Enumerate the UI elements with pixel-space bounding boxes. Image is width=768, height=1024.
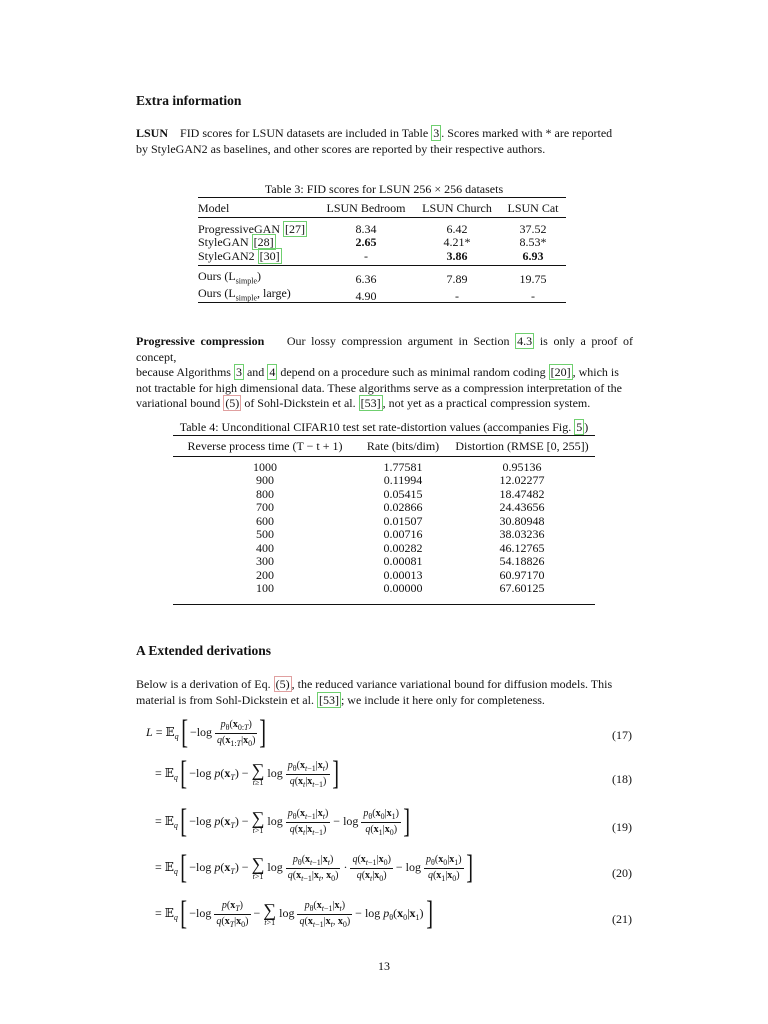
- progressive-paragraph: [136, 334, 633, 412]
- citation-link[interactable]: [28]: [253, 235, 274, 250]
- lsun-paragraph: [136, 126, 633, 157]
- model-name: ): [257, 269, 262, 283]
- caption-text: ): [584, 420, 589, 434]
- table-cell: 400: [256, 540, 274, 555]
- algorithm-link[interactable]: 3: [235, 365, 242, 379]
- lsun-label: LSUN: [136, 126, 169, 140]
- table-4-header: Reverse process time (T − t + 1): [187, 439, 343, 453]
- table-row: [198, 249, 566, 263]
- table-cell: 67.60125: [499, 581, 545, 596]
- table-cell: 8.34: [355, 221, 377, 236]
- table-cell: 4.21*: [443, 235, 471, 250]
- page-number: 13: [378, 959, 390, 973]
- figure-link[interactable]: 5: [576, 420, 583, 434]
- model-name: ProgressiveGAN: [198, 221, 280, 236]
- paragraph-text: depend on a procedure such as minimal random coding: [280, 365, 546, 379]
- table-cell: -: [364, 248, 368, 263]
- table-cell: 300: [256, 554, 274, 569]
- table-cell: 30.80948: [499, 513, 545, 528]
- paragraph-text: , not yet as a practical compression system.: [382, 396, 591, 410]
- table-cell: 6.93: [522, 248, 544, 263]
- table-3-ours-grid: [198, 270, 566, 305]
- table-cell: 500: [256, 527, 274, 542]
- table-row: [173, 555, 595, 569]
- table-3-header: LSUN Cat: [507, 201, 559, 215]
- table-row: [173, 460, 595, 474]
- equation-20: = 𝔼$_q$[ −log $p(x_T)$ − ∑ t>1 log $\frac{p_\theta(x_{t-1}|x_t)}{q(x_{t-1}|x_t, x_0)}$ · $\frac{q(x_{t-1}|x_0)}{q(x_t|x_0)}$ − log $\frac{p_\theta(x_0|x_1)}{q(x_1|x_0)}$ ]: [155, 849, 473, 886]
- table-cell: 0.00013: [383, 567, 423, 582]
- paragraph-text: ; we include it here only for completeness.: [340, 692, 545, 707]
- table-row: [173, 514, 595, 528]
- table-3-bottom-rule: [198, 302, 566, 303]
- paragraph-text: of Sohl-Dickstein et al.: [244, 396, 356, 410]
- model-name: , large): [257, 286, 291, 301]
- table-cell: 6.42: [446, 221, 468, 236]
- lsun-text: . Scores marked with * are reported: [441, 126, 613, 140]
- table-cell: 7.89: [446, 271, 468, 286]
- table-cell: 0.95136: [502, 459, 542, 474]
- table-4-header: Rate (bits/dim): [366, 439, 440, 453]
- table-cell: 0.01507: [383, 513, 423, 528]
- table-cell: 38.03236: [499, 527, 545, 542]
- table-3: [198, 201, 566, 215]
- equation-19: = 𝔼$_q$[ −log $p(x_T)$ − ∑ t>1 log $\frac{p_\theta(x_{t-1}|x_t)}{q(x_t|x_{t-1})}$ − log $\frac{p_\theta(x_0|x_1)}{q(x_1|x_0)}$ ]: [155, 803, 411, 840]
- table-4-header-grid: [173, 439, 595, 453]
- table-cell: 0.00000: [383, 581, 423, 596]
- section-title-extra: Extra information: [136, 93, 242, 108]
- paragraph-text: and: [246, 365, 265, 379]
- subscript: simple: [235, 293, 258, 303]
- model-name: StyleGAN2: [198, 248, 255, 263]
- table-row: [173, 528, 595, 542]
- equation-link[interactable]: (5): [225, 396, 240, 410]
- table-cell: 6.36: [355, 271, 377, 286]
- table-3-grid: [198, 201, 566, 215]
- equation-number: (19): [612, 820, 632, 834]
- table-cell: 600: [256, 513, 274, 528]
- table-cell: 60.97170: [499, 567, 545, 582]
- equation-number: (18): [612, 772, 632, 786]
- table-3-link[interactable]: 3: [433, 126, 440, 140]
- table-cell: 12.02277: [499, 473, 545, 488]
- derivation-paragraph: [136, 677, 633, 708]
- paragraph-text: is only a proof of concept,: [136, 334, 634, 364]
- model-name: Ours (L: [198, 269, 236, 283]
- equation-number: (21): [612, 912, 632, 926]
- lsun-text: FID scores for LSUN datasets are included in Table: [180, 126, 429, 140]
- paragraph-text: variational bound: [136, 396, 221, 410]
- subscript: simple: [235, 276, 258, 286]
- model-name: StyleGAN: [198, 235, 249, 250]
- table-cell: 18.47482: [499, 486, 545, 501]
- table-cell: 0.02866: [383, 500, 423, 515]
- citation-link[interactable]: [30]: [259, 248, 280, 263]
- table-cell: 4.90: [355, 289, 377, 304]
- table-cell: 0.11994: [383, 473, 423, 488]
- table-cell: 54.18826: [499, 554, 545, 569]
- table-3-body: [198, 222, 566, 263]
- paragraph-text: Below is a derivation of Eq.: [136, 677, 271, 691]
- paragraph-text: Our lossy compression argument in Section: [286, 334, 510, 348]
- table-cell: 24.43656: [499, 500, 545, 515]
- table-cell: -: [531, 289, 535, 304]
- paragraph-text: , which is: [572, 365, 619, 379]
- table-4-header: [173, 439, 595, 453]
- equation-link[interactable]: (5): [275, 677, 290, 691]
- table-row: [173, 582, 595, 596]
- equation-17: L = 𝔼$_q$[ −log $\frac{p_\theta(x_{0:T})}{q(x_{1:T}|x_0)}$ ]: [146, 714, 267, 751]
- table-4-header: Distortion (RMSE [0, 255]): [455, 439, 589, 453]
- appendix-title: A Extended derivations: [136, 643, 272, 658]
- table-cell: -: [455, 289, 459, 304]
- table-3-body-grid: [198, 222, 566, 263]
- paragraph-text: , the reduced variance variational bound for diffusion models. This: [291, 677, 613, 691]
- table-4-body: [173, 460, 595, 595]
- table-3-top-rule: [198, 197, 566, 198]
- caption-text: Table 4: Unconditional CIFAR10 test set rate-distortion values (accompanies Fig.: [179, 420, 572, 434]
- citation-link[interactable]: [20]: [550, 365, 571, 379]
- table-cell: 8.53*: [519, 235, 547, 250]
- table-row: [198, 270, 566, 287]
- table-row: [173, 474, 595, 488]
- table-cell: 0.05415: [383, 486, 423, 501]
- section-link[interactable]: 4.3: [517, 334, 533, 348]
- table-4-header-rule: [173, 456, 595, 457]
- table-3-header: LSUN Church: [422, 201, 492, 215]
- citation-link[interactable]: [27]: [285, 221, 305, 236]
- table-4-grid: [173, 460, 595, 595]
- citation-link[interactable]: [53]: [318, 692, 339, 707]
- model-name: Ours (L: [198, 286, 236, 301]
- table-cell: 3.86: [446, 248, 468, 263]
- table-row: [173, 501, 595, 515]
- table-3-mid-rule: [198, 265, 566, 266]
- table-row: [173, 568, 595, 582]
- table-cell: 900: [256, 473, 274, 488]
- table-cell: 700: [256, 500, 274, 515]
- table-cell: 800: [256, 486, 274, 501]
- paragraph-text: material is from Sohl-Dickstein et al.: [136, 692, 314, 707]
- table-3-header-rule: [198, 217, 566, 218]
- table-cell: 46.12765: [499, 540, 545, 555]
- table-cell: 0.00081: [383, 554, 423, 569]
- table-cell: 2.65: [355, 235, 377, 250]
- progressive-label: Progressive compression: [136, 334, 265, 348]
- table-row: [173, 487, 595, 501]
- equation-number: (17): [612, 728, 632, 742]
- table-cell: 0.00716: [383, 527, 423, 542]
- table-3-header: Model: [198, 201, 230, 215]
- table-row: [173, 541, 595, 555]
- table-4-top-rule: [173, 435, 595, 436]
- equation-18: = 𝔼$_q$[ −log $p(x_T)$ − ∑ t≥1 log $\frac{p_\theta(x_{t-1}|x_t)}{q(x_t|x_{t-1})}$ ]: [155, 755, 340, 792]
- table-cell: 37.52: [519, 221, 547, 236]
- table-cell: 0.00282: [383, 540, 423, 555]
- table-cell: 200: [256, 567, 274, 582]
- table-row: [198, 236, 566, 250]
- equation-number: (20): [612, 866, 632, 880]
- algorithm-link[interactable]: 4: [269, 365, 276, 379]
- table-3-header: LSUN Bedroom: [326, 201, 406, 215]
- lsun-text: by StyleGAN2 as baselines, and other scores are reported by their respective authors.: [136, 141, 546, 156]
- citation-link[interactable]: [53]: [360, 396, 381, 410]
- paragraph-text: because Algorithms: [136, 365, 231, 379]
- table-cell: 19.75: [519, 271, 547, 286]
- table-3-ours: [198, 270, 566, 305]
- table-4-caption: [150, 420, 618, 435]
- table-cell: 1.77581: [383, 459, 423, 474]
- table-cell: 1000: [253, 459, 277, 474]
- paragraph-text: not tractable for high dimensional data. These algorithms serve as a compression interpretation of the: [136, 380, 622, 395]
- equation-21: = 𝔼$_q$[ −log $\frac{p(x_T)}{q(x_T|x_0)}$ − ∑ t>1 log $\frac{p_\theta(x_{t-1}|x_t)}{q(x_{t-1}|x_t, x_0)}$ − $\log p_\theta(x_0|x_1)$]: [155, 895, 433, 932]
- table-3-caption: Table 3: FID scores for LSUN 256 × 256 datasets: [264, 182, 504, 196]
- table-cell: 100: [256, 581, 274, 596]
- table-4-bottom-rule: [173, 604, 595, 605]
